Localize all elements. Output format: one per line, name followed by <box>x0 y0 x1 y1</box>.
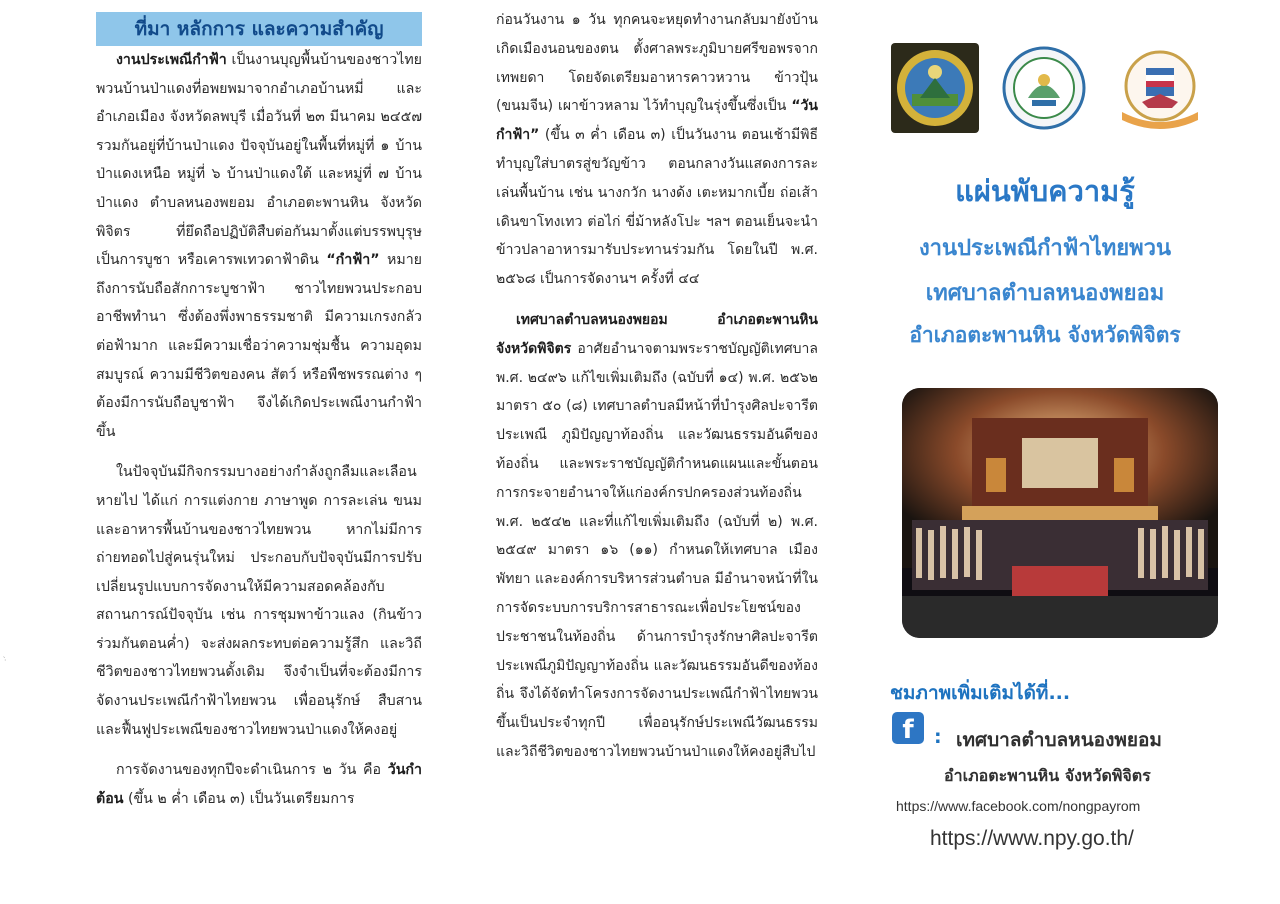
bold-term: งานประเพณีกำฟ้า <box>116 52 227 68</box>
middle-column <box>496 0 818 767</box>
bold-quote: “กำฟ้า” <box>326 252 380 269</box>
leaflet-title: แผ่นพับความรู้ <box>955 174 1135 208</box>
event-photo <box>902 388 1218 638</box>
section-heading: ที่มา หลักการ และความสำคัญ <box>96 12 422 46</box>
facebook-colon: : <box>934 726 942 748</box>
paragraph-text: หมายถึงการนับถือสักการะบูชาฟ้า ชาวไทยพวนประกอบอาชีพทำนา ซึ่งต้องพึ่งพาธรรมชาติ มีความเกรงกลัวต่อฟ้ามาก และมีความเชื่อว่าความชุ่มชื้น ความอุดมสมบูรณ์ ความมีชีวิตของคน สัตว์ หรือพืชพรรณต่าง ๆ ต้องมีการนับถือบูชาฟ้า จึงได้เกิดประเพณีงานกำฟ้าขึ้น <box>96 252 422 440</box>
paragraph-authority <box>496 306 818 767</box>
emblem-logo-1 <box>890 42 980 134</box>
subtitle-district: อำเภอตะพานหิน จังหวัดพิจิตร <box>909 323 1181 347</box>
paragraph-text: การจัดงานของทุกปีจะดำเนินการ ๒ วัน คือ <box>116 762 388 779</box>
website-url[interactable]: https://www.npy.go.th/ <box>930 827 1134 850</box>
emblem-logo-3 <box>1112 42 1208 134</box>
subtitle-event: งานประเพณีกำฟ้าไทยพวน <box>918 236 1172 261</box>
see-more-label: ชมภาพเพิ่มเติมได้ที่... <box>890 682 1071 704</box>
subtitle-municipality: เทศบาลตำบลหนองพยอม <box>925 281 1165 306</box>
paragraph-text: (ขึ้น ๓ ค่ำ เดือน ๓) เป็นวันงาน ตอนเช้ามีพิธีทำบุญใส่บาตรสู่ขวัญข้าว ตอนกลางวันแสดงการละเล่นพื้นบ้าน เช่น นางกวัก นางด้ง เตะหมากเบี้ย ถ่อเส้า เดินขาโทงเทว ต่อไก่ ขี่ม้าหลังโปะ ฯลฯ ตอนเย็นจะนำข้าวปลาอาหารมารับประทานร่วมกัน โดยในปี พ.ศ. ๒๕๖๘ เป็นการจัดงานฯ ครั้งที่ ๔๔ <box>496 127 818 288</box>
facebook-url[interactable]: https://www.facebook.com/nongpayrom <box>896 798 1141 814</box>
paragraph-text: อาศัยอำนาจตามพระราชบัญญัติเทศบาล พ.ศ. ๒๔๙๖ แก้ไขเพิ่มเติมถึง (ฉบับที่ ๑๔) พ.ศ. ๒๕๖๒ มาตรา ๕๐ (๘) เทศบาลตำบลมีหน้าที่บำรุงศิลปะจารีตประเพณี ภูมิปัญญาท้องถิ่น และวัฒนธรรมอันดีของท้องถิ่น และพระราชบัญญัติกำหนดแผนและขั้นตอนการกระจายอำนาจให้แก่องค์กรปกครองส่วนท้องถิ่น พ.ศ. ๒๕๔๒ และที่แก้ไขเพิ่มเติมถึง (ฉบับที่ ๒) พ.ศ. ๒๕๔๙ มาตรา ๑๖ (๑๑) กำหนดให้เทศบาล เมืองพัทยา และองค์การบริหารส่วนตำบล มีอำนาจหน้าที่ในการจัดระบบการบริการสาธารณะเพื่อประโยชน์ของประชาชนในท้องถิ่น ด้านการบำรุงรักษาศิลปะจารีตประเพณีภูมิปัญญาท้องถิ่น และวัฒนธรรมอันดีของท้องถิ่น จึงได้จัดทำโครงการจัดงานประเพณีกำฟ้าไทยพวนขึ้นเป็นประจำทุกปี เพื่ออนุรักษ์ประเพณีวัฒนธรรม และวิถีชีวิตของชาวไทยพวนบ้านป่าแดงให้คงอยู่สืบไป <box>496 340 818 760</box>
facebook-icon[interactable]: f <box>892 712 924 744</box>
paragraph-text: (ขึ้น ๒ ค่ำ เดือน ๓) เป็นวันเตรียมการ <box>123 790 355 807</box>
paragraph-origin <box>96 46 422 446</box>
scan-mark: ·̀ <box>4 656 7 665</box>
emblem-logo-2 <box>1002 42 1086 134</box>
paragraph-festival-days <box>496 6 818 294</box>
logo-row <box>890 42 1210 138</box>
facebook-page-district: อำเภอตะพานหิน จังหวัดพิจิตร <box>944 766 1151 785</box>
bold-term: เทศบาลตำบลหนองพยอม อำเภอตะพานหิน จังหวัดพิจิตร <box>496 311 818 357</box>
left-column <box>96 0 422 813</box>
facebook-page-name[interactable]: เทศบาลตำบลหนองพยอม <box>956 729 1162 751</box>
bold-term: วันกำต้อน <box>96 762 422 807</box>
paragraph-text: เป็นงานบุญพื้นบ้านของชาวไทยพวนบ้านป่าแดงที่อพยพมาจากอำเภอบ้านหมี่ และอำเภอเมือง จังหวัดลพบุรี เมื่อวันที่ ๒๓ มีนาคม ๒๔๕๗ รวมกันอยู่ที่บ้านป่าแดง ปัจจุบันอยู่ในพื้นที่หมู่ที่ ๑ บ้านป่าแดงเหนือ หมู่ที่ ๖ บ้านป่าแดงใต้ และหมู่ที่ ๗ บ้านป่าแดง ตำบลหนองพยอม อำเภอตะพานหิน จังหวัดพิจิตร ที่ยึดถือปฏิบัติสืบต่อกันมาตั้งแต่บรรพบุรุษ เป็นการบูชา หรือเคารพเทวดาฟ้าดิน <box>96 52 422 269</box>
right-column <box>880 0 1210 904</box>
paragraph-schedule <box>96 756 422 813</box>
bold-term: “วันกำฟ้า” <box>496 98 818 144</box>
paragraph-text: ก่อนวันงาน ๑ วัน ทุกคนจะหยุดทำงานกลับมายังบ้านเกิดเมืองนอนของตน ตั้งศาลพระภูมิบายศรีขอพรจากเทพยดา โดยจัดเตรียมอาหารคาวหวาน ข้าวปุ้น (ขนมจีน) เผาข้าวหลาม ไว้ทำบุญในรุ่งขึ้นซึ่งเป็น <box>496 12 818 115</box>
paragraph-present: ในปัจจุบันมีกิจกรรมบางอย่างกำลังถูกลืมและเลือนหายไป ได้แก่ การแต่งกาย ภาษาพูด การละเล่น ขนมและอาหารพื้นบ้านของชาวไทยพวน หากไม่มีการถ่ายทอดไปสู่คนรุ่นใหม่ ประกอบกับปัจจุบันมีการปรับเปลี่ยนรูปแบบการจัดงานให้มีความสอดคล้องกับสถานการณ์ปัจจุบัน เช่น การชุมพาข้าวแลง (กินข้าวร่วมกันตอนค่ำ) จะส่งผลกระทบต่อความรู้สึก และวิถีชีวิตของชาวไทยพวนดั้งเดิม จึงจำเป็นที่จะต้องมีการจัดงานประเพณีกำฟ้าไทยพวน เพื่ออนุรักษ์ สืบสาน และฟื้นฟูประเพณีของชาวไทยพวนป่าแดงให้คงอยู่ <box>96 464 422 738</box>
